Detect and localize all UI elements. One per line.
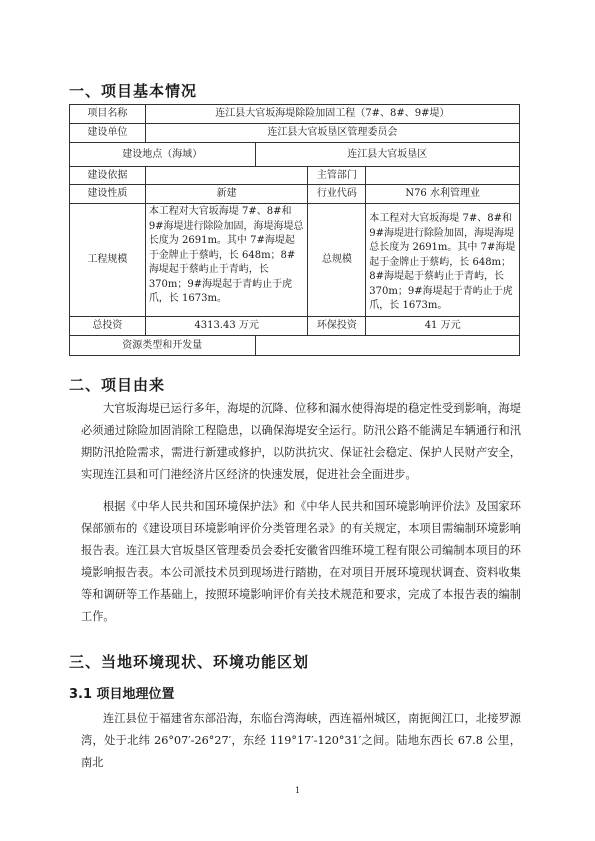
total-scale-value: 本工程对大官坂海堤 7#、8#和 9#海堤进行除险加固，海堤海堤总长度为 2691m。其中 7#海堤起于金牌止于蔡屿，长 648m；8#海堤起于蔡屿止于青屿，长 370m；9#海堤起于青屿止于虎爪，长 1673m。 [366, 204, 520, 317]
investment-label: 总投资 [70, 317, 146, 336]
scale-value: 本工程对大官坂海堤 7#、8#和 9#海堤进行除险加固，海堤海堤总长度为 2691m。其中 7#海堤起于金牌止于蔡屿，长 648m；8#海堤起于蔡屿止于青屿，长 370m；9#海堤起于青屿止于虎爪，长 1673m。 [145, 204, 308, 317]
project-name-label: 项目名称 [70, 105, 146, 124]
location-label: 建设地点（海域） [70, 143, 256, 167]
section2-heading: 二、项目由来 [69, 376, 166, 394]
resource-value [255, 336, 519, 356]
env-investment-label: 环保投资 [308, 317, 366, 336]
basis-value [145, 167, 308, 185]
section2-paragraph-2: 根据《中华人民共和国环境保护法》和《中华人民共和国环境影响评价法》及国家环保部颁布的《建设项目环境影响评价分类管理名录》的有关规定，本项目需编制环境影响报告表。连江县大官坂垦区管理委员会委托安徽省四维环境工程有限公司编制本项目的环境影响报告表。本公司派技术员到现场进行踏勘，在对项目开展环境现状调查、资料收集等和调研等工作基础上，按照环境影响评价有关技术规范和要求，完成了本报告表的编制工作。 [81, 500, 521, 623]
builder-label: 建设单位 [70, 124, 146, 143]
industry-code-label: 行业代码 [308, 185, 366, 204]
scale-label: 工程规模 [70, 204, 146, 317]
investment-value: 4313.43 万元 [145, 317, 308, 336]
page-number: 1 [294, 786, 301, 795]
builder-value: 连江县大官坂垦区管理委员会 [145, 124, 519, 143]
section3-1-heading: 3.1 项目地理位置 [69, 687, 175, 702]
resource-label: 资源类型和开发量 [70, 336, 256, 356]
project-info-table [69, 104, 520, 356]
nature-label: 建设性质 [70, 185, 146, 204]
basis-label: 建设依据 [70, 167, 146, 185]
section3-heading: 三、当地环境现状、环境功能区划 [69, 653, 310, 671]
section1-heading: 一、项目基本情况 [69, 82, 198, 100]
nature-value: 新建 [145, 185, 308, 204]
authority-value [366, 167, 520, 185]
env-investment-value: 41 万元 [366, 317, 520, 336]
authority-label: 主管部门 [308, 167, 366, 185]
project-name-value: 连江县大官坂海堤除险加固工程（7#、8#、9#堤） [145, 105, 519, 124]
total-scale-label: 总规模 [308, 204, 366, 317]
section2-paragraph-1: 大官坂海堤已运行多年，海堤的沉降、位移和漏水使得海堤的稳定性受到影响，海堤必须通过除险加固消除工程隐患，以确保海堤安全运行。防汛公路不能满足车辆通行和汛期防汛抢险需求，需进行新建或修护，以防洪抗灾、保证社会稳定、保护人民财产安全，实现连江县和可门港经济片区经济的快速发展，促进社会全面进步。 [81, 402, 521, 481]
industry-code-value: N76 水利管理业 [366, 185, 520, 204]
section3-paragraph-1: 连江县位于福建省东部沿海，东临台湾海峡，西连福州城区，南扼闽江口，北接罗源湾，处于北纬 26°07′-26°27′，东经 119°17′-120°31′之间。陆地东西长 67.8 公里，南北 [81, 712, 521, 769]
location-value: 连江县大官坂垦区 [255, 143, 519, 167]
